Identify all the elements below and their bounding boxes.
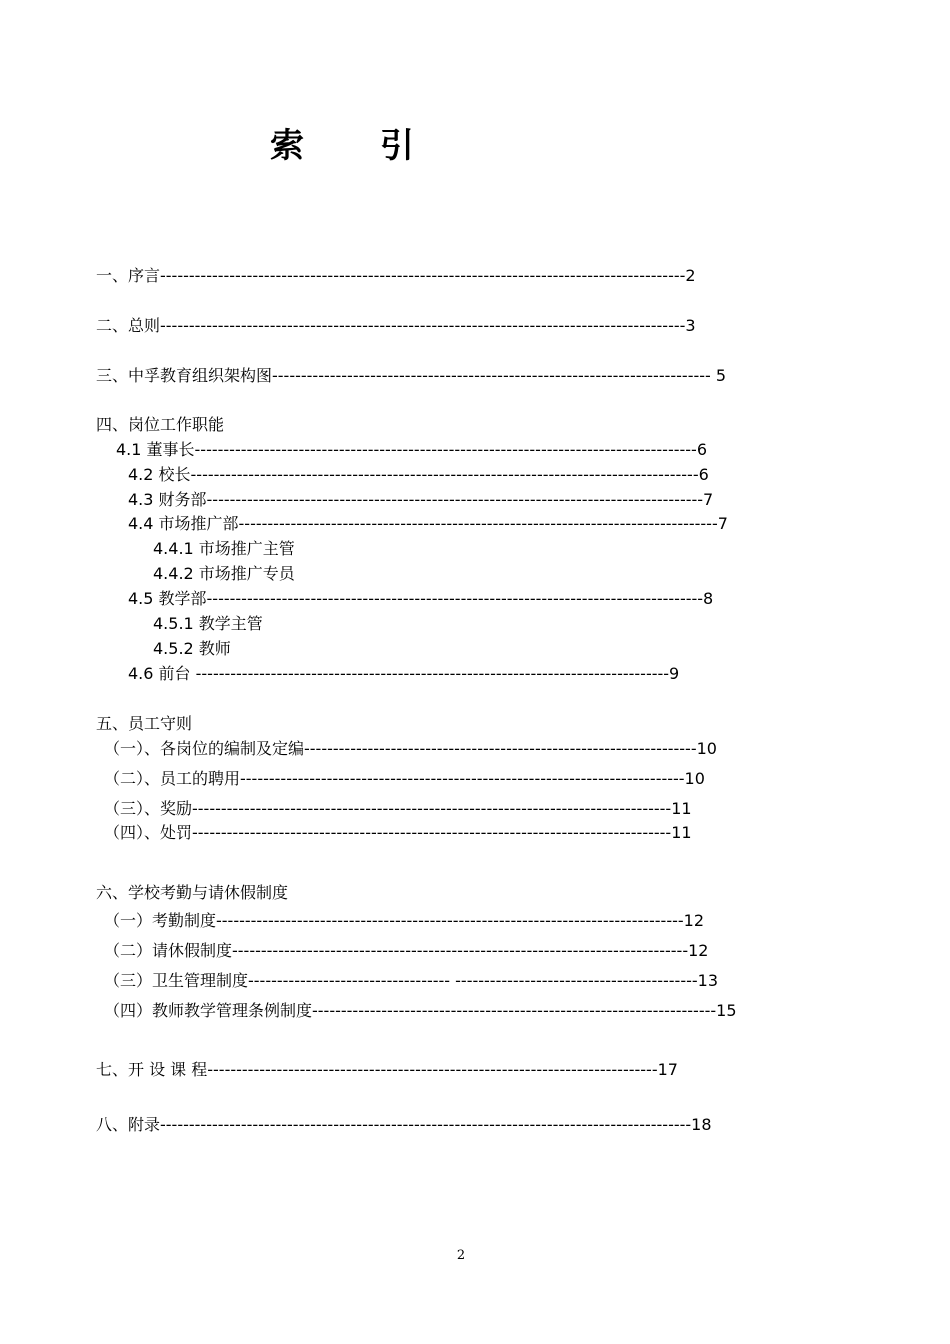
title-char-2: 引 — [380, 126, 414, 166]
toc-entry-leave-policy[interactable]: （二）请休假制度-------------------------------------------------------------------------------12 — [104, 941, 709, 960]
toc-entry-chairman[interactable]: 4.1 董事长---------------------------------------------------------------------------------------6 — [116, 440, 708, 459]
toc-entry-rewards[interactable]: （三）、奖励-----------------------------------------------------------------------------------11 — [104, 799, 692, 818]
toc-entry-hygiene-policy[interactable]: （三）卫生管理制度----------------------------------- ------------------------------------------13 — [104, 971, 719, 990]
title-char-1: 索 — [270, 126, 304, 166]
toc-entry-org-chart[interactable]: 三、中孚教育组织架构图---------------------------------------------------------------------------- 5 — [96, 366, 727, 385]
page-title — [270, 118, 414, 167]
toc-entry-marketing[interactable]: 4.4 市场推广部-----------------------------------------------------------------------------------7 — [128, 514, 728, 533]
toc-entry-penalties[interactable]: （四）、处罚-----------------------------------------------------------------------------------11 — [104, 823, 692, 842]
toc-entry-attendance-policy[interactable]: （一）考勤制度---------------------------------------------------------------------------------12 — [104, 911, 705, 930]
toc-section-attendance[interactable]: 六、学校考勤与请休假制度 — [96, 883, 289, 902]
toc-entry-finance[interactable]: 4.3 财务部--------------------------------------------------------------------------------------7 — [128, 490, 714, 509]
toc-entry-teacher[interactable]: 4.5.2 教师 — [153, 639, 231, 658]
toc-entry-staffing[interactable]: （一）、各岗位的编制及定编--------------------------------------------------------------------10 — [104, 739, 717, 758]
toc-entry-preface[interactable]: 一、序言-------------------------------------------------------------------------------------------2 — [96, 266, 696, 285]
toc-entry-general[interactable]: 二、总则-------------------------------------------------------------------------------------------3 — [96, 316, 696, 335]
toc-entry-marketing-supervisor[interactable]: 4.4.1 市场推广主管 — [153, 539, 295, 558]
toc-entry-teaching-dept[interactable]: 4.5 教学部--------------------------------------------------------------------------------------8 — [128, 589, 714, 608]
toc-entry-front-desk[interactable]: 4.6 前台 ----------------------------------------------------------------------------------9 — [128, 664, 680, 683]
toc-entry-teaching-management[interactable]: （四）教师教学管理条例制度----------------------------------------------------------------------15 — [104, 1001, 737, 1020]
toc-entry-hiring[interactable]: （二）、员工的聘用-----------------------------------------------------------------------------10 — [104, 769, 705, 788]
toc-entry-principal[interactable]: 4.2 校长----------------------------------------------------------------------------------------6 — [128, 465, 709, 484]
toc-entry-marketing-specialist[interactable]: 4.4.2 市场推广专员 — [153, 564, 295, 583]
toc-section-job-functions[interactable]: 四、岗位工作职能 — [96, 415, 225, 434]
page-number: 2 — [456, 1248, 466, 1263]
toc-entry-appendix[interactable]: 八、附录--------------------------------------------------------------------------------------------18 — [96, 1115, 712, 1134]
toc-entry-courses[interactable]: 七、开 设 课 程------------------------------------------------------------------------------17 — [96, 1060, 678, 1079]
toc-section-staff-rules[interactable]: 五、员工守则 — [96, 714, 193, 733]
toc-entry-teaching-supervisor[interactable]: 4.5.1 教学主管 — [153, 614, 263, 633]
